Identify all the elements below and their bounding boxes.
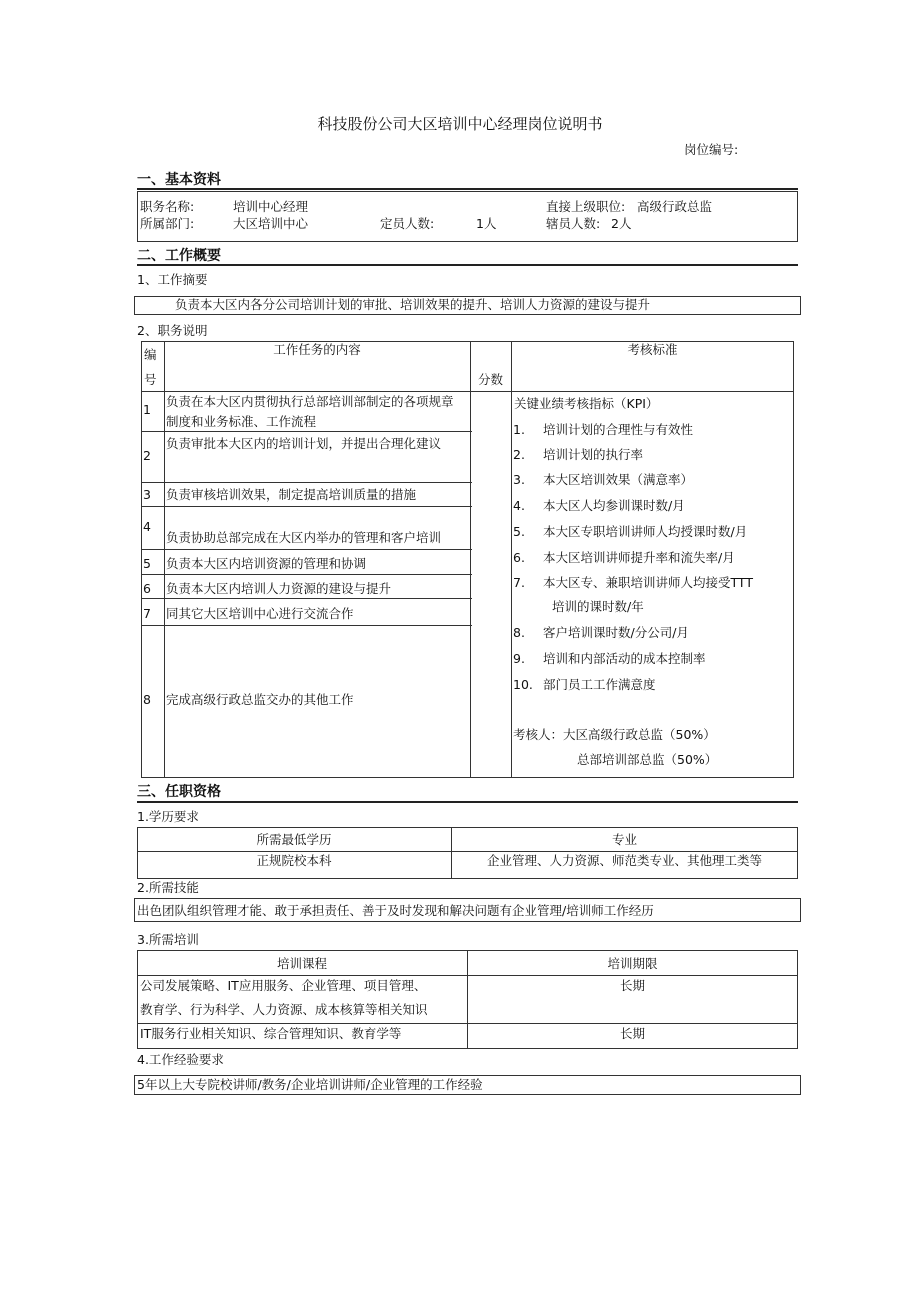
row-line bbox=[141, 482, 472, 483]
section-qualification-heading: 三、任职资格 bbox=[137, 784, 221, 800]
period-value: 长期 bbox=[619, 1026, 645, 1041]
education-label: 1.学历要求 bbox=[137, 809, 199, 824]
task-no: 3 bbox=[143, 487, 151, 502]
kpi-text: 培训计划的执行率 bbox=[543, 447, 644, 462]
task-no: 5 bbox=[143, 556, 151, 571]
task-no: 2 bbox=[143, 448, 151, 463]
course-text: 教育学、行为科学、人力资源、成本核算等相关知识 bbox=[140, 1002, 428, 1017]
col-task-header: 工作任务的内容 bbox=[273, 342, 361, 357]
document-title: 科技股份公司大区培训中心经理岗位说明书 bbox=[317, 115, 603, 133]
superior-label: 直接上级职位: bbox=[546, 199, 626, 214]
summary-label: 1、工作摘要 bbox=[137, 272, 208, 287]
assessor-secondary: 总部培训部总监（50%） bbox=[577, 752, 718, 767]
kpi-number: 9. bbox=[513, 651, 525, 666]
kpi-number: 3. bbox=[513, 472, 525, 487]
kpi-text: 部门员工工作满意度 bbox=[543, 677, 656, 692]
task-no: 4 bbox=[143, 519, 151, 534]
row-line bbox=[137, 975, 798, 976]
major-header: 专业 bbox=[611, 832, 637, 847]
row-line bbox=[141, 549, 472, 550]
kpi-text: 客户培训课时数/分公司/月 bbox=[543, 625, 689, 640]
kpi-text: 本大区培训讲师提升率和流失率/月 bbox=[543, 550, 735, 565]
task-text: 完成高级行政总监交办的其他工作 bbox=[166, 692, 354, 707]
task-text: 负责协助总部完成在大区内举办的管理和客户培训 bbox=[166, 530, 442, 545]
quota-value: 1人 bbox=[476, 216, 497, 231]
kpi-number: 5. bbox=[513, 524, 525, 539]
job-title-value: 培训中心经理 bbox=[233, 199, 309, 214]
duties-label: 2、职务说明 bbox=[137, 323, 208, 338]
col-no-header-1: 编 bbox=[144, 347, 157, 362]
kpi-number: 7. bbox=[513, 575, 525, 590]
row-line bbox=[141, 625, 472, 626]
post-number-label: 岗位编号: bbox=[684, 142, 739, 157]
kpi-number: 4. bbox=[513, 498, 525, 513]
staff-count-value: 2人 bbox=[611, 216, 632, 231]
task-text: 负责本大区内培训人力资源的建设与提升 bbox=[166, 581, 392, 596]
course-text: 公司发展策略、IT应用服务、企业管理、项目管理、 bbox=[140, 978, 427, 993]
row-line bbox=[141, 431, 472, 432]
kpi-text: 本大区培训效果（满意率） bbox=[543, 472, 694, 487]
kpi-text: 本大区人均参训课时数/月 bbox=[543, 498, 685, 513]
kpi-number: 1. bbox=[513, 422, 525, 437]
summary-text: 负责本大区内各分公司培训计划的审批、培训效果的提升、培训人力资源的建设与提升 bbox=[175, 297, 651, 312]
kpi-title: 关键业绩考核指标（KPI） bbox=[514, 396, 659, 411]
task-text: 负责本大区内培训资源的管理和协调 bbox=[166, 556, 367, 571]
section-divider bbox=[137, 264, 798, 266]
col-line bbox=[164, 341, 165, 778]
task-no: 1 bbox=[143, 402, 151, 417]
experience-label: 4.工作经验要求 bbox=[137, 1052, 224, 1067]
col-score-header: 分数 bbox=[477, 372, 503, 387]
row-line bbox=[141, 574, 472, 575]
kpi-text: 培训计划的合理性与有效性 bbox=[543, 422, 694, 437]
kpi-number: 8. bbox=[513, 625, 525, 640]
department-label: 所属部门: bbox=[140, 216, 195, 231]
assessor-primary: 考核人：大区高级行政总监（50%） bbox=[513, 727, 716, 742]
task-text: 负责审核培训效果，制定提高培训质量的措施 bbox=[166, 487, 417, 502]
course-text: IT服务行业相关知识、综合管理知识、教育学等 bbox=[140, 1026, 402, 1041]
task-no: 8 bbox=[143, 692, 151, 707]
job-title-label: 职务名称: bbox=[140, 199, 195, 214]
kpi-text: 本大区专职培训讲师人均授课时数/月 bbox=[543, 524, 748, 539]
col-line bbox=[511, 341, 512, 778]
row-line bbox=[141, 598, 472, 599]
section-basic-heading: 一、基本资料 bbox=[137, 172, 221, 188]
task-no: 7 bbox=[143, 606, 151, 621]
row-line bbox=[141, 506, 472, 507]
row-line bbox=[137, 1023, 798, 1024]
col-line bbox=[470, 341, 471, 778]
task-no: 6 bbox=[143, 581, 151, 596]
section-divider bbox=[137, 188, 798, 190]
staff-count-label: 辖员人数: bbox=[546, 216, 601, 231]
kpi-text: 培训的课时数/年 bbox=[552, 599, 644, 614]
quota-label: 定员人数: bbox=[380, 216, 435, 231]
kpi-number: 6. bbox=[513, 550, 525, 565]
section-divider bbox=[137, 801, 798, 803]
training-label: 3.所需培训 bbox=[137, 932, 199, 947]
task-text: 负责审批本大区内的培训计划，并提出合理化建议 bbox=[166, 436, 442, 451]
department-value: 大区培训中心 bbox=[233, 216, 309, 231]
task-text: 制度和业务标准、工作流程 bbox=[166, 414, 317, 429]
experience-text: 5年以上大专院校讲师/教务/企业培训讲师/企业管理的工作经验 bbox=[137, 1077, 483, 1092]
kpi-text: 本大区专、兼职培训讲师人均接受TTT bbox=[543, 575, 753, 590]
col-no-header-2: 号 bbox=[144, 372, 157, 387]
row-line bbox=[141, 391, 794, 392]
superior-value: 高级行政总监 bbox=[637, 199, 713, 214]
period-header: 培训期限 bbox=[607, 956, 658, 971]
education-header: 所需最低学历 bbox=[256, 832, 332, 847]
period-value: 长期 bbox=[619, 978, 645, 993]
skills-text: 出色团队组织管理才能、敢于承担责任、善于及时发现和解决问题有企业管理/培训师工作经历 bbox=[137, 903, 654, 918]
row-line bbox=[137, 851, 798, 852]
col-standard-header: 考核标准 bbox=[627, 342, 678, 357]
education-value: 正规院校本科 bbox=[256, 853, 332, 868]
course-header: 培训课程 bbox=[276, 956, 327, 971]
skills-label: 2.所需技能 bbox=[137, 880, 199, 895]
kpi-number: 10. bbox=[513, 677, 533, 692]
kpi-number: 2. bbox=[513, 447, 525, 462]
task-text: 同其它大区培训中心进行交流合作 bbox=[166, 606, 354, 621]
major-value: 企业管理、人力资源、师范类专业、其他理工类等 bbox=[486, 853, 762, 868]
section-overview-heading: 二、工作概要 bbox=[137, 248, 221, 264]
kpi-text: 培训和内部活动的成本控制率 bbox=[543, 651, 706, 666]
task-text: 负责在本大区内贯彻执行总部培训部制定的各项规章 bbox=[166, 394, 454, 409]
